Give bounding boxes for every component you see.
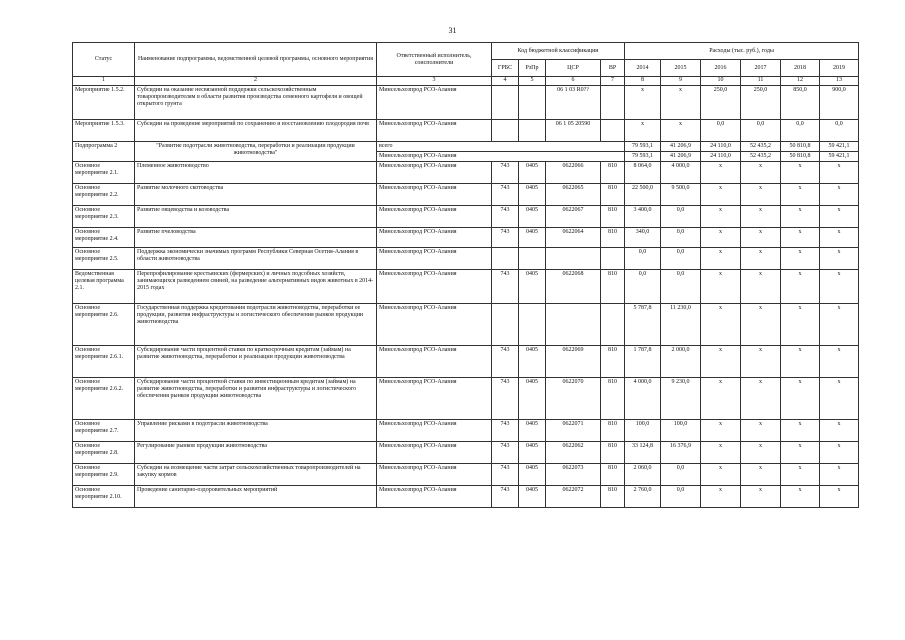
cell-rzpr: 0405 [519,464,546,486]
cell-vr: 810 [601,486,625,508]
cell-y2014: 3 400,0 [625,206,661,228]
cell-y2014: 0,0 [625,248,661,270]
cell-y2016: х [701,442,741,464]
cell-y2015: 41 206,9 [661,152,701,162]
cell-y2015: 9 230,0 [661,378,701,420]
cell-y2014: 2 060,0 [625,464,661,486]
cell-status: Основное мероприятие 2.7. [73,420,135,442]
column-number: 10 [701,77,741,86]
cell-name: Субсидии на проведение мероприятий по сохранению и восстановлению плодородия почв [135,120,377,142]
table-row [73,464,859,486]
table-row [73,162,859,184]
cell-name: Развитие молочного скотоводства [135,184,377,206]
cell-status: Основное мероприятие 2.9. [73,464,135,486]
cell-grbs: 743 [492,486,519,508]
cell-y2015: 41 206,9 [661,142,701,152]
cell-executor: Минсельхозпрод РСО-Алания [377,120,492,142]
cell-y2017: х [741,486,781,508]
cell-vr: 810 [601,206,625,228]
cell-rzpr [519,120,546,142]
cell-y2019: 900,0 [820,86,859,120]
cell-y2016: х [701,184,741,206]
cell-csr: 06 1 05 20590 [546,120,601,142]
cell-csr: 06 1 03 R0?? [546,86,601,120]
cell-y2016: х [701,228,741,248]
cell-y2019: х [820,304,859,346]
cell-name: Племенное животноводство [135,162,377,184]
cell-status: Основное мероприятие 2.6.2. [73,378,135,420]
cell-y2015: 11 230,0 [661,304,701,346]
cell-y2019: х [820,420,859,442]
cell-name: Перепрофилирование крестьянских (фермерских) и личных подсобных хозяйств, занимающихся разведением свиней, на разведение альтернативных видов животных в 2014-2015 годах [135,270,377,304]
cell-status: Основное мероприятие 2.5. [73,248,135,270]
cell-csr: 0622072 [546,486,601,508]
cell-vr [601,86,625,120]
cell-y2015: 0,0 [661,228,701,248]
cell-vr: 810 [601,378,625,420]
cell-grbs: 743 [492,464,519,486]
cell-vr [601,304,625,346]
table-row [73,270,859,304]
cell-name: Поддержка экономически значимых программ Республики Северная Осетия-Алания в области животноводства [135,248,377,270]
cell-name: Регулирование рынков продукции животноводства [135,442,377,464]
cell-y2018: 50 810,8 [781,142,820,152]
cell-grbs [492,120,519,142]
cell-y2019: х [820,464,859,486]
cell-csr: 0622065 [546,184,601,206]
budget-table [72,42,859,508]
cell-rzpr [519,86,546,120]
table-row [73,206,859,228]
cell-y2017: х [741,464,781,486]
cell-y2017: х [741,184,781,206]
cell-csr: 0622068 [546,270,601,304]
cell-y2019: х [820,248,859,270]
cell-y2014: 0,0 [625,270,661,304]
cell-status: Основное мероприятие 2.6. [73,304,135,346]
cell-y2017: х [741,206,781,228]
cell-y2018: х [781,228,820,248]
cell-csr: 0622070 [546,378,601,420]
column-number: 11 [741,77,781,86]
table-row [73,248,859,270]
cell-y2017: х [741,442,781,464]
header-year: 2014 [625,60,661,77]
header-csr: ЦСР [546,60,601,77]
table-row [73,120,859,142]
cell-y2018: х [781,464,820,486]
cell-y2016: х [701,304,741,346]
cell-grbs [492,86,519,120]
cell-csr [546,248,601,270]
cell-status: Мероприятие 1.5.3. [73,120,135,142]
cell-executor: Минсельхозпрод РСО-Алания [377,346,492,378]
cell-y2018: х [781,420,820,442]
cell-name: Субсидирование части процентной ставки по инвестиционным кредитам (займам) на развитие животноводства, переработки и развития инфраструктуры и логистического обеспечения рынков продукции животноводства [135,378,377,420]
cell-y2016: х [701,486,741,508]
cell-status: Мероприятие 1.5.2. [73,86,135,120]
cell-vr: 810 [601,346,625,378]
cell-y2017: х [741,378,781,420]
cell-y2017: 52 435,2 [741,142,781,152]
cell-y2014: 79 593,1 [625,152,661,162]
column-number: 2 [135,77,377,86]
cell-executor: Минсельхозпрод РСО-Алания [377,420,492,442]
cell-y2018: х [781,206,820,228]
cell-rzpr: 0405 [519,486,546,508]
header-grbs: ГРБС [492,60,519,77]
cell-csr: 0622071 [546,420,601,442]
header-year: 2018 [781,60,820,77]
column-number: 13 [820,77,859,86]
cell-executor: Минсельхозпрод РСО-Алания [377,270,492,304]
cell-y2014: 340,0 [625,228,661,248]
cell-grbs [492,248,519,270]
cell-y2019: х [820,162,859,184]
cell-vr: 810 [601,420,625,442]
column-number: 7 [601,77,625,86]
cell-y2014: 4 000,0 [625,378,661,420]
cell-y2019: 0,0 [820,120,859,142]
table-row [73,442,859,464]
cell-y2017: х [741,346,781,378]
cell-csr: 0622062 [546,442,601,464]
column-number: 9 [661,77,701,86]
column-number: 5 [519,77,546,86]
header-rzpr: РзПр [519,60,546,77]
cell-y2014: 5 787,8 [625,304,661,346]
cell-y2018: 0,0 [781,120,820,142]
header-year: 2019 [820,60,859,77]
table-row [73,184,859,206]
cell-grbs: 743 [492,420,519,442]
cell-rzpr: 0405 [519,184,546,206]
cell-executor: всего [377,142,625,152]
cell-name: Субсидии на оказание несвязанной поддержки сельскохозяйственным товаропроизводителям в области развития производства семенного картофеля и овощей открытого грунта [135,86,377,120]
cell-y2016: х [701,378,741,420]
cell-executor: Минсельхозпрод РСО-Алания [377,162,492,184]
cell-y2015: х [661,120,701,142]
cell-rzpr: 0405 [519,378,546,420]
cell-executor: Минсельхозпрод РСО-Алания [377,442,492,464]
cell-y2015: 9 500,0 [661,184,701,206]
header-name: Наименование подпрограммы, ведомственной целевой программы, основного мероприятия [135,43,377,77]
cell-rzpr: 0405 [519,270,546,304]
cell-y2018: 50 810,8 [781,152,820,162]
cell-status: Основное мероприятие 2.4. [73,228,135,248]
cell-y2017: х [741,420,781,442]
cell-status: Основное мероприятие 2.1. [73,162,135,184]
cell-y2018: х [781,248,820,270]
cell-executor: Минсельхозпрод РСО-Алания [377,248,492,270]
cell-y2017: 250,0 [741,86,781,120]
cell-csr [546,304,601,346]
column-number: 12 [781,77,820,86]
cell-y2017: х [741,304,781,346]
cell-y2019: х [820,184,859,206]
cell-rzpr: 0405 [519,162,546,184]
column-number: 3 [377,77,492,86]
cell-y2018: х [781,162,820,184]
cell-grbs: 743 [492,228,519,248]
header-expenses-group: Расходы (тыс. руб.), годы [625,43,859,60]
column-number: 4 [492,77,519,86]
cell-executor: Минсельхозпрод РСО-Алания [377,304,492,346]
cell-y2016: х [701,162,741,184]
cell-status: Основное мероприятие 2.6.1. [73,346,135,378]
cell-y2017: х [741,228,781,248]
column-number: 1 [73,77,135,86]
table-row [73,228,859,248]
cell-vr: 810 [601,228,625,248]
cell-csr: 0622067 [546,206,601,228]
cell-y2017: х [741,270,781,304]
table-row [73,346,859,378]
cell-y2019: 59 421,1 [820,142,859,152]
cell-y2018: х [781,346,820,378]
cell-y2018: х [781,442,820,464]
cell-y2019: х [820,270,859,304]
cell-y2015: 16 376,9 [661,442,701,464]
cell-name: Проведение санитарно-оздоровительных мероприятий [135,486,377,508]
cell-y2014: 2 760,0 [625,486,661,508]
cell-executor: Минсельхозпрод РСО-Алания [377,228,492,248]
cell-y2014: х [625,86,661,120]
cell-status: Основное мероприятие 2.10. [73,486,135,508]
cell-y2019: х [820,442,859,464]
cell-y2017: 52 435,2 [741,152,781,162]
cell-name: Субсидии на возмещение части затрат сельскохозяйственных товаропроизводителей на закупку кормов [135,464,377,486]
cell-rzpr: 0405 [519,420,546,442]
cell-vr [601,120,625,142]
table-row [73,378,859,420]
cell-rzpr: 0405 [519,442,546,464]
cell-y2015: 0,0 [661,486,701,508]
cell-y2016: х [701,346,741,378]
cell-y2015: х [661,86,701,120]
header-vr: ВР [601,60,625,77]
cell-grbs: 743 [492,184,519,206]
header-year: 2016 [701,60,741,77]
cell-vr: 810 [601,464,625,486]
header-year: 2015 [661,60,701,77]
header-year: 2017 [741,60,781,77]
cell-y2017: х [741,162,781,184]
page-number: 31 [448,26,457,35]
cell-y2018: х [781,378,820,420]
cell-y2016: 24 110,0 [701,152,741,162]
table-row [73,142,859,152]
cell-y2018: х [781,270,820,304]
cell-vr [601,248,625,270]
cell-name: Управление рисками в подотрасли животноводства [135,420,377,442]
column-number: 8 [625,77,661,86]
cell-status: Подпрограмма 2 [73,142,135,162]
cell-status: Основное мероприятие 2.8. [73,442,135,464]
cell-status: Основное мероприятие 2.3. [73,206,135,228]
cell-y2018: х [781,184,820,206]
cell-y2016: 0,0 [701,120,741,142]
cell-status: Основное мероприятие 2.2. [73,184,135,206]
cell-grbs [492,304,519,346]
cell-executor: Минсельхозпрод РСО-Алания [377,184,492,206]
cell-y2015: 0,0 [661,248,701,270]
cell-executor: Минсельхозпрод РСО-Алания [377,378,492,420]
cell-y2015: 0,0 [661,464,701,486]
cell-y2016: 250,0 [701,86,741,120]
column-numbers-row [73,77,859,86]
cell-executor: Минсельхозпрод РСО-Алания [377,464,492,486]
cell-y2016: х [701,464,741,486]
table-row [73,420,859,442]
cell-rzpr [519,248,546,270]
cell-vr: 810 [601,442,625,464]
cell-y2014: 33 124,8 [625,442,661,464]
cell-y2016: х [701,270,741,304]
cell-y2017: х [741,248,781,270]
cell-executor: Минсельхозпрод РСО-Алания [377,206,492,228]
cell-vr: 810 [601,162,625,184]
cell-y2017: 0,0 [741,120,781,142]
cell-y2014: 1 787,8 [625,346,661,378]
cell-csr: 0622066 [546,162,601,184]
cell-y2015: 100,0 [661,420,701,442]
cell-y2016: 24 110,0 [701,142,741,152]
table-row [73,86,859,120]
cell-name: Развитие пчеловодства [135,228,377,248]
cell-rzpr [519,304,546,346]
cell-csr: 0622064 [546,228,601,248]
cell-y2019: 59 421,1 [820,152,859,162]
cell-y2015: 2 000,0 [661,346,701,378]
cell-grbs: 743 [492,346,519,378]
cell-vr: 810 [601,270,625,304]
cell-name: "Развитие подотрасли животноводства, переработки и реализации продукции животноводства" [135,142,377,162]
cell-y2015: 4 000,0 [661,162,701,184]
cell-name: Развитие овцеводства и козоводства [135,206,377,228]
cell-y2014: 100,0 [625,420,661,442]
cell-rzpr: 0405 [519,346,546,378]
cell-csr: 0622073 [546,464,601,486]
cell-y2018: х [781,486,820,508]
cell-grbs: 743 [492,270,519,304]
cell-y2019: х [820,206,859,228]
cell-y2019: х [820,228,859,248]
header-status: Статус [73,43,135,77]
cell-y2014: 22 500,0 [625,184,661,206]
cell-y2019: х [820,486,859,508]
cell-grbs: 743 [492,378,519,420]
cell-y2015: 0,0 [661,206,701,228]
table-row [73,486,859,508]
cell-y2014: 79 593,1 [625,142,661,152]
cell-y2019: х [820,346,859,378]
cell-y2016: х [701,248,741,270]
cell-y2018: х [781,304,820,346]
cell-executor: Минсельхозпрод РСО-Алания [377,152,625,162]
cell-executor: Минсельхозпрод РСО-Алания [377,86,492,120]
cell-y2014: 8 064,0 [625,162,661,184]
cell-grbs: 743 [492,442,519,464]
cell-y2018: 850,0 [781,86,820,120]
table-row [73,304,859,346]
header-codes-group: Код бюджетной классификации [492,43,625,60]
cell-executor: Минсельхозпрод РСО-Алания [377,486,492,508]
cell-csr: 0622069 [546,346,601,378]
cell-y2016: х [701,420,741,442]
cell-rzpr: 0405 [519,206,546,228]
cell-y2019: х [820,378,859,420]
cell-status: Ведомственная целевая программа 2.1. [73,270,135,304]
cell-name: Субсидирование части процентной ставки по краткосрочным кредитам (займам) на развитие животноводства, переработки и реализации продукции животноводства [135,346,377,378]
cell-grbs: 743 [492,206,519,228]
cell-name: Государственная поддержка кредитования подотрасли животноводства, переработки ее продукции, развития инфраструктуры и логистического обеспечения рынков продукции животноводства [135,304,377,346]
header-executor: Ответственный исполнитель, соисполнители [377,43,492,77]
column-number: 6 [546,77,601,86]
cell-grbs: 743 [492,162,519,184]
cell-y2014: х [625,120,661,142]
cell-y2015: 0,0 [661,270,701,304]
cell-vr: 810 [601,184,625,206]
cell-y2016: х [701,206,741,228]
cell-rzpr: 0405 [519,228,546,248]
